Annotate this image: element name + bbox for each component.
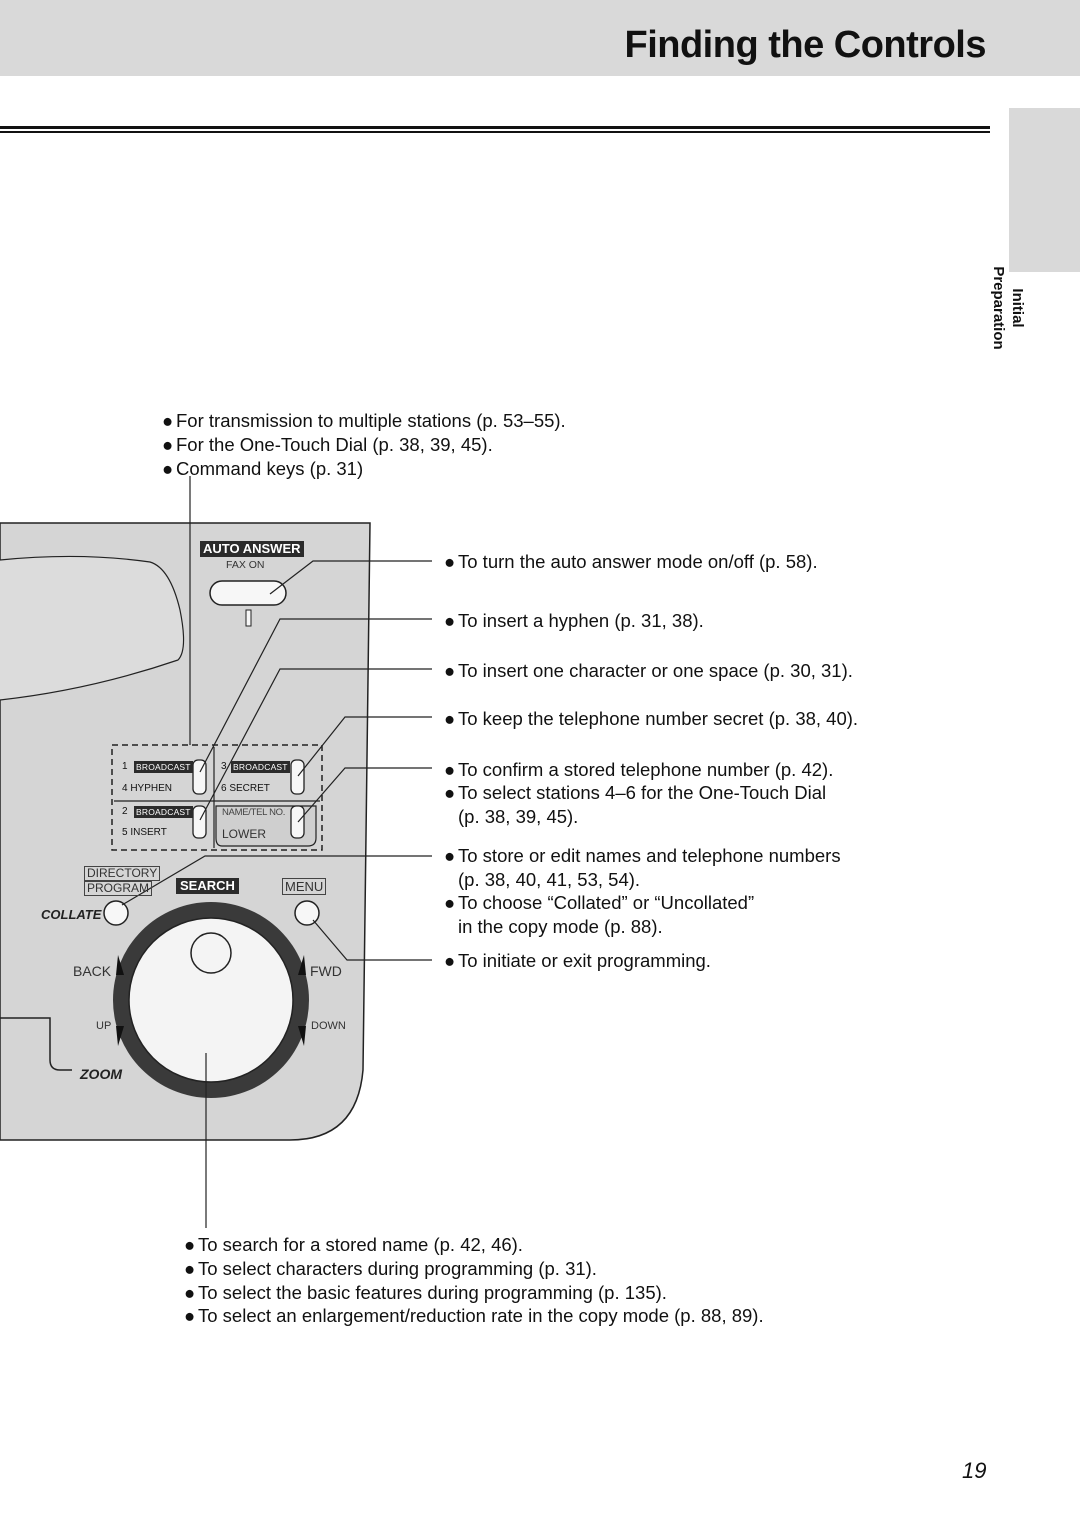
note-zoom: ● To select an enlargement/reduction rate in the copy mode (p. 88, 89). bbox=[184, 1305, 764, 1326]
program-label: PROGRAM bbox=[84, 881, 152, 896]
note-collate: ● To choose “Collated” or “Uncollated” in the copy mode (p. 88). bbox=[444, 892, 755, 937]
page-title: Finding the Controls bbox=[624, 24, 986, 66]
menu-button bbox=[295, 901, 319, 925]
down-label: DOWN bbox=[311, 1020, 346, 1032]
directory-program-button bbox=[104, 901, 128, 925]
note-one-touch: ● For the One-Touch Dial (p. 38, 39, 45). bbox=[162, 434, 493, 455]
key-1-sub-label: 4 HYPHEN bbox=[122, 783, 173, 794]
fax-on-label: FAX ON bbox=[226, 559, 265, 571]
page-number: 19 bbox=[962, 1458, 987, 1483]
note-insert: ● To insert one character or one space (p. 30, 31). bbox=[444, 660, 853, 681]
lower-button bbox=[291, 806, 304, 838]
note-broadcast: ● For transmission to multiple stations (p. 53–55). bbox=[162, 410, 566, 431]
menu-label: MENU bbox=[282, 878, 326, 895]
note-hyphen: ● To insert a hyphen (p. 31, 38). bbox=[444, 610, 704, 631]
key-1-broadcast-badge: BROADCAST bbox=[136, 762, 191, 772]
key-2-button bbox=[193, 806, 206, 838]
auto-answer-led bbox=[246, 610, 251, 626]
back-label: BACK bbox=[73, 963, 112, 979]
auto-answer-label: AUTO ANSWER bbox=[200, 541, 304, 557]
auto-answer-button bbox=[210, 581, 286, 605]
key-3-button bbox=[291, 760, 304, 794]
section-tab-label: Initial Preparation bbox=[990, 266, 1026, 350]
collate-label: COLLATE bbox=[41, 907, 102, 922]
key-2-sub-label: 5 INSERT bbox=[122, 827, 167, 838]
note-store: ● To store or edit names and telephone numbers (p. 38, 40, 41, 53, 54). bbox=[444, 845, 841, 890]
lower-label: LOWER bbox=[222, 827, 267, 841]
jog-dial-knob bbox=[191, 933, 231, 973]
zoom-label: ZOOM bbox=[80, 1066, 122, 1082]
directory-label: DIRECTORY bbox=[84, 866, 160, 881]
search-label: SEARCH bbox=[176, 878, 239, 894]
note-secret: ● To keep the telephone number secret (p. 38, 40). bbox=[444, 708, 859, 729]
key-2-broadcast-badge: BROADCAST bbox=[136, 807, 191, 817]
note-select-4-6: ● To select stations 4–6 for the One-Touch Dial (p. 38, 39, 45). bbox=[444, 782, 827, 827]
key-3-number: 3 bbox=[221, 761, 227, 772]
note-search: ● To search for a stored name (p. 42, 46). bbox=[184, 1234, 523, 1255]
note-confirm: ● To confirm a stored telephone number (p. 42). bbox=[444, 759, 834, 780]
key-1-number: 1 bbox=[122, 761, 128, 772]
key-3-broadcast-badge: BROADCAST bbox=[233, 762, 288, 772]
fwd-label: FWD bbox=[310, 963, 342, 979]
note-select-features: ● To select the basic features during programming (p. 135). bbox=[184, 1282, 667, 1303]
name-tel-label: NAME/TEL NO. bbox=[222, 807, 286, 818]
note-menu: ● To initiate or exit programming. bbox=[444, 950, 711, 971]
key-2-number: 2 bbox=[122, 806, 128, 817]
key-3-sub-label: 6 SECRET bbox=[221, 783, 270, 794]
note-auto-answer: ● To turn the auto answer mode on/off (p. 58). bbox=[444, 551, 818, 572]
note-select-characters: ● To select characters during programming (p. 31). bbox=[184, 1258, 597, 1279]
note-command-keys: ● Command keys (p. 31) bbox=[162, 458, 364, 479]
up-label: UP bbox=[96, 1020, 112, 1032]
